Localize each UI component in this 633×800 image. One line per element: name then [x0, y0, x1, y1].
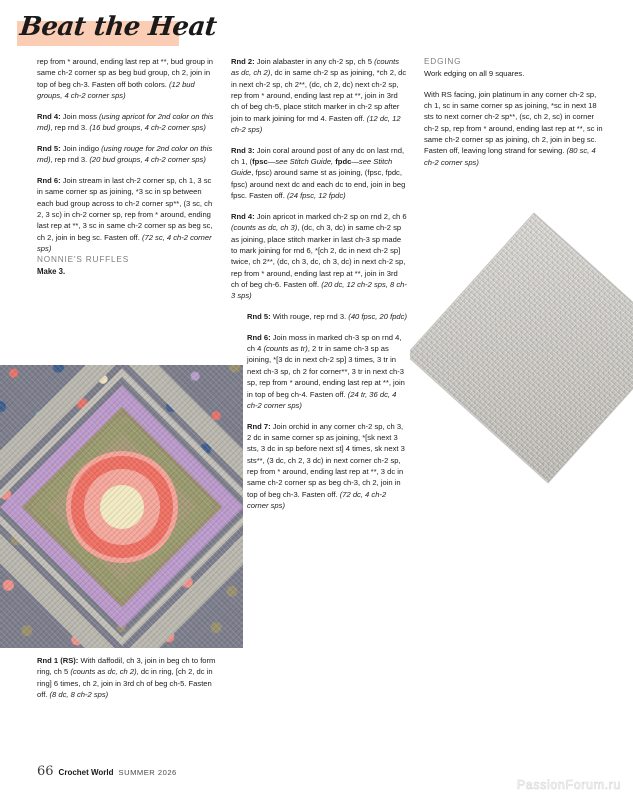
- paragraph-rnd1: Rnd 1 (RS): With daffodil, ch 3, join in beg ch to form ring, ch 5 (counts as dc, ch 2), dc in ring, [ch 2, dc in ring] 6 times, ch 2, join in 3rd ch of beg ch-5. Fasten off. (8 dc, 8 ch-2 sps): [37, 656, 216, 700]
- issue-label: SUMMER 2026: [118, 768, 177, 777]
- paragraph-rnd3: Rnd 3: Join coral around post of any dc on last rnd, ch 1, (fpsc—see Stitch Guide, fpdc—see Stitch Guide, fpsc) around same st as joining, (fpsc, fpdc, fpsc) around next dc and each dc to end, join in beg fpsc. Fasten off. (24 fpsc, 12 fpdc): [231, 145, 406, 201]
- magazine-title: Crochet World: [58, 768, 114, 777]
- page-number: 66: [37, 764, 54, 779]
- paragraph-edging-intro: Work edging on all 9 squares.: [424, 68, 525, 78]
- gray-square-swatch: [410, 214, 633, 482]
- paragraph-rnd6: Rnd 6: Join stream in last ch-2 corner sp, ch 1, 3 sc in same corner sp as joining, *3 sc in sp between each bud group across to ch-2 corner sp**, (3 sc, ch 2, 3 sc) in ch-2 corner sp, rep from * around, ending last rep at **, 3 sc in same ch-2 corner sp as beg sc, ch 2, join in beg sc. Fasten off. (72 sc, 4 ch-2 corner sps): [37, 175, 213, 253]
- text-column-2: [231, 56, 407, 511]
- text-column-3: [424, 56, 604, 168]
- text-column-1: [37, 56, 217, 286]
- paragraph-edging-body: With RS facing, join platinum in any corner ch-2 sp, ch 1, sc in same corner sp as joining, *sc in next 18 sts to next corner ch-2 sp**, (sc, ch 2, sc) in corner ch-2 sp, rep from * around, ending last rep at **, sc in same ch-2 corner sp as joining, ch 2, join in beg sc. Fasten off, leaving long strand for sewing. (80 sc, 4 ch-2 corner sps): [424, 89, 603, 167]
- paragraph-rnd4: Rnd 4: Join moss (using apricot for 2nd color on this rnd), rep rnd 3. (16 bud groups, 4 ch-2 corner sps): [37, 111, 214, 133]
- paragraph-rnd5: Rnd 5: With rouge, rep rnd 3. (40 fpsc, 20 fpdc): [247, 312, 407, 322]
- col1-paragraphs: [37, 56, 217, 254]
- cream-center: [100, 485, 144, 529]
- paragraph-rnd2: Rnd 2: Join alabaster in any ch-2 sp, ch 5 (counts as dc, ch 2), dc in same ch-2 sp as joining, *ch 2, dc in next ch-2 sp, ch 2**, (dc, ch 2, dc) next ch-2 sp, rep from * around, ending last rep at **, join in 3rd ch of beg ch-5, place stitch marker in ch-2 sp after join to mark joining for rnd 4. Fasten off. (12 dc, 12 ch-2 sps): [231, 57, 407, 135]
- paragraph-rnd7: Rnd 7: Join orchid in any corner ch-2 sp, ch 3, 2 dc in same corner sp as joining, *[sk next 3 sts, 3 dc in sp before next st] 4 times, sk next 3 sts**, (3 dc, ch 2, 3 dc) in next corner ch-2 sp, rep from * around, ending last rep at **, 3 dc in same ch-2 corner sp as beg ch-3, ch 2, join in top of beg ch-3. Fasten off. (72 dc, 4 ch-2 corner sps): [247, 421, 405, 510]
- page-footer: [37, 764, 177, 779]
- text-column-1-lower: [37, 655, 217, 700]
- section-heading-nonnies-ruffles: NONNIE'S RUFFLES: [37, 255, 130, 265]
- paragraph-rnd6: Rnd 6: Join moss in marked ch-3 sp on rnd 4, ch 4 (counts as tr), 2 tr in same ch-3 sp as joining, *[3 dc in next ch-2 sp] 3 times, 3 tr in next ch-3 sp, ch 2 for corner**, 3 tr in next ch-3 sp, rep from * around, ending last rep at **, join in top of beg ch-4. Fasten off. (24 tr, 36 dc, 4 ch-2 corner sps): [247, 332, 405, 410]
- paragraph-cont-rnd3: rep from * around, ending last rep at **, bud group in same ch-2 corner sp as beg bud group, ch 2, join in top of beg ch-3. Fasten off both colors. (12 bud groups, 4 ch-2 corner sps): [37, 57, 214, 101]
- make-count-label: Make 3.: [37, 266, 66, 276]
- page-title: Beat the Heat: [18, 12, 218, 42]
- paragraph-rnd4: Rnd 4: Join apricot in marked ch-2 sp on rnd 2, ch 6 (counts as dc, ch 3), (dc, ch 3, dc) in same ch-2 sp as joining, place stitch marker in last ch-3 sp made to mark joining for rnd 6, *[ch 2, dc in next ch-2 sp] twice, ch 2**, (dc, ch 3, dc, ch 3, dc) in next ch-2 sp, rep from * around, ending last rep at **, join in 3rd ch of beg ch-6. Fasten off. (20 dc, 12 ch-2 sps, 8 ch-3 sps): [231, 211, 407, 301]
- site-watermark: PassionForum.ru: [516, 778, 621, 792]
- gray-square-photo: [410, 205, 633, 565]
- section-heading-edging: EDGING: [424, 57, 462, 66]
- granny-square-photo: [0, 365, 243, 648]
- nonnies-ruffles-block: [37, 254, 217, 277]
- col3-paragraphs: [424, 68, 604, 168]
- paragraph-rnd5: Rnd 5: Join indigo (using rouge for 2nd color on this rnd), rep rnd 3. (20 bud groups, 4 ch-2 corner sps): [37, 143, 213, 165]
